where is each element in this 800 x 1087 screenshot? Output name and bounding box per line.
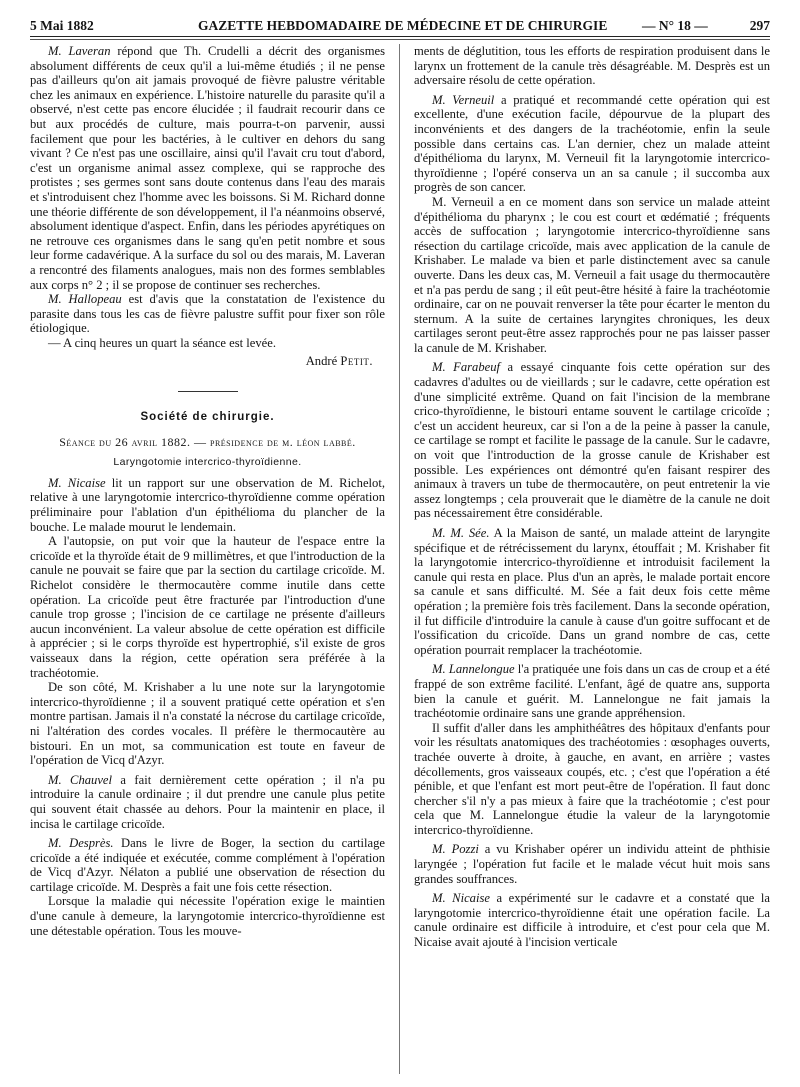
signature-last-name: Petit. <box>340 354 373 369</box>
paragraph <box>414 44 770 88</box>
paragraph-text: lit un rapport sur une observation de M. Richelot, relative à une laryngotomie intercrico-thyroïdienne comme opération préliminaire pour l'ablation d'un épithélioma du plancher de la bouche. Le malade mourut le lendemain. <box>30 475 385 534</box>
paragraph-text: a pratiqué et recommandé cette opération qui est excellente, d'une exécution facile, dépourvue de la plupart des inconvénients et des dangers de la trachéotomie, enfin la seule possible dans certains cas. L'an dernier, chez un malade atteint d'épithélioma du larynx, M. Verneuil fit la laryngotomie intercrico-thyroïdienne ; l'opéré conserva un an sa canule ; il succomba aux progrès de son cancer. <box>414 92 770 195</box>
paragraph-text: répond que Th. Crudelli a décrit des organismes absolument différents de ceux qu'il a lui-même étudiés ; il ne pense pas d'ailleurs qu'on ait jamais provoqué de fièvre palustre véritable chez les animaux en expérience. L'histoire naturelle du parasite qu'il a observé, n'est cette pas encore élucidée ; il faudrait recourir dans ce but aux procédés de culture, mais pourra-t-on parvenir, aussi facilement que pour les bactéries, à le cultiver en dehors du sang vivant ? Ce n'est pas une oscillaire, ainsi qu'il l'avait cru tout d'abord, c'est un organisme animal assez complexe, qui se rapproche des protistes ; ses germes sont sans doute contenus dans l'eau des marais et s'introduisent chez l'homme avec les boissons. Si M. Richard donne une théorie différente de son développement, il l'a néanmoins observé, absolument identique d'aspect. Enfin, dans les périodes apyrétiques on ne retrouve ces organismes dans le sang qu'en petit nombre et sous leur forme cadavérique. A la surface du sol ou des marais, M. Laveran a rencontré des filaments analogues, mais non des formes semblables aux corps n° 2 ; il se propose de continuer ses recherches. <box>30 44 385 292</box>
speaker-name: M. Laveran <box>48 44 111 58</box>
paragraph <box>30 476 385 534</box>
speaker-name: M. Nicaise <box>432 891 490 906</box>
column-separator <box>399 44 400 1074</box>
paragraph-text: ments de déglutition, tous les efforts de respiration produisent dans le larynx un frottement de la canule très désagréable. M. Desprès est un adversaire résolu de cette opération. <box>414 44 770 88</box>
speaker-name: M. Chauvel <box>48 772 113 787</box>
speaker-name: M. Farabeuf <box>432 360 501 375</box>
speaker-name: M. Desprès. <box>48 836 114 851</box>
section-topic: Laryngotomie intercrico-thyroïdienne. <box>113 456 302 469</box>
paragraph-text: A la Maison de santé, un malade atteint de laryngite spécifique et de rétrécissement du larynx, étouffait ; M. Krishaber fit la laryngotomie intercrico-thyroïdienne et introduisit facilement la canule qui resta en place. Plus d'un an après, le malade portait encore sa canule et sans difficulté. M. Sée a fait deux fois cette même opération ; la première fois très facilement. Dans la seconde opération, il fut difficile d'introduire la canule à cause d'un goitre suffocant et de l'ossification du cricoïde. Dans un grand nombre de cas, cette opération pourrait remplacer la trachéotomie. <box>414 526 770 657</box>
section-subtitle: Séance du 26 avril 1882. — présidence de m. léon labbé. <box>59 434 356 449</box>
paragraph <box>30 292 385 336</box>
paragraph <box>30 44 385 292</box>
paragraph <box>414 195 770 356</box>
header-rule-thin <box>30 39 770 40</box>
paragraph-text: A l'autopsie, on put voir que la hauteur de l'espace entre la cricoïde et la thyroïde était de 9 millimètres, et que l'introduction de la canule ne pouvait se faire que par la section du cartilage cricoïde. M. Richelot considère le thermocautère comme inutile dans cette opération. La cricoïde peut être fracturée par l'introduction d'une canule trop grosse ; l'incision de ce cartilage ne présente d'ailleurs aucun inconvénient. La valeur absolue de cette opération est difficile à apprécier ; si le corps thyroïde est hypertrophié, s'il existe de gros vaisseaux dans la région, cette opération sera préférée à la trachéotomie. <box>30 534 385 680</box>
paragraph <box>414 360 770 521</box>
signature-first-name: André <box>305 354 338 369</box>
section-title: Société de chirurgie. <box>140 411 275 424</box>
paragraph-text: a vu Krishaber opérer un individu atteint de phthisie laryngée ; l'opération fut facile et le malade vécut huit mois sans grandes souffrances. <box>414 842 770 886</box>
paragraph <box>30 836 385 894</box>
paragraph <box>30 894 385 938</box>
paragraph-text: Lorsque la maladie qui nécessite l'opération exige le maintien d'une canule à demeure, la laryngotomie intercrico-thyroïdienne est une détestable opération. Tous les mouve- <box>30 894 385 938</box>
paragraph <box>30 773 385 831</box>
paragraph <box>414 721 770 838</box>
speaker-name: M. Pozzi <box>432 842 479 857</box>
paragraph <box>414 93 770 195</box>
left-column <box>30 44 385 1076</box>
header-issue-number: — N° 18 — <box>642 18 708 33</box>
section-divider <box>178 391 238 392</box>
right-column <box>414 44 770 1076</box>
header-page-number: 297 <box>749 18 770 33</box>
paragraph-text: a expérimenté sur le cadavre et a constaté que la laryngotomie intercrico-thyroïdienne était une opération facile. La canule ordinaire est difficile à introduire, et c'est pour cela que M. Nicaise avait ajouté à l'incision verticale <box>414 891 770 950</box>
paragraph-text: Il suffit d'aller dans les amphithéâtres des hôpitaux d'enfants pour voir les résultats anatomiques des trachéotomies : œsophages ouverts, trachée ouverte à droite, à gauche, en avant, en arrière ; vastes décollements, gros vaisseaux coupés, etc. ; c'est que l'opération a été pénible, et que l'enfant est mort peut-être de l'opération. Il faut donc chercher s'il n'y a pas mieux à faire que la trachéotomie ; c'est pour cela que M. Lannelongue étudie la valeur de la laryngotomie intercrico-thyroïdienne. <box>414 720 770 837</box>
paragraph <box>414 662 770 720</box>
paragraph-text: M. Verneuil a en ce moment dans son service un malade atteint d'épithélioma du pharynx ; le cou est court et œdématié ; fréquents accès de suffocation ; laryngotomie intercrico-thyroïdienne sans résection du cartilage cricoïde, mais avec application de la canule de Krishaber. Le malade va bien et parle distinctement avec sa canule ouverte. Dans les deux cas, M. Verneuil a fait usage du thermocautère et n'a pas perdu de sang ; il eût peut-être hésité à faire la trachéotomie ordinaire, car on ne pouvait renverser la tête pour écarter le menton du sternum. A la suite de certaines laryngites chroniques, les deux cartilages seront peut-être assez rapprochés pour ne pas laisser passer la canule de M. Krishaber. <box>414 194 770 355</box>
running-header <box>30 14 770 36</box>
header-journal-title: GAZETTE HEBDOMADAIRE DE MÉDECINE ET DE CHIRURGIE <box>198 18 608 33</box>
speaker-name: M. M. Sée. <box>432 526 490 540</box>
paragraph <box>30 336 385 351</box>
paragraph-text: est d'avis que la constatation de l'existence du parasite dans tous les cas de fièvre palustre suffit pour fixer son rôle étiologique. <box>30 292 385 336</box>
paragraph-text: l'a pratiquée une fois dans un cas de croup et a été frappé de son extrême facilité. L'enfant, âgé de quatre ans, supporta bien la canule et guérit. M. Lannelongue ne fait jamais la trachéotomie ordinaire sans une grande appréhension. <box>414 662 770 721</box>
paragraph-text: a fait dernièrement cette opération ; il n'a pu introduire la canule ordinaire ; il dut prendre une canule plus petite qui souvent était chassée au dehors. Pour la maintenir en place, il incisa le cartilage cricoïde. <box>30 772 385 831</box>
paragraph <box>414 842 770 886</box>
paragraph-text: Dans le livre de Boger, la section du cartilage cricoïde a été indiquée et exécutée, comme complément à l'opération de Vicq d'Azyr. Nélaton a publié une observation de résection du cartilage cricoïde. M. Desprès a fait une fois cette résection. <box>30 836 385 894</box>
paragraph-text: De son côté, M. Krishaber a lu une note sur la laryngotomie intercrico-thyroïdienne ; il a souvent pratiqué cette opération et s'en montre partisan. Jamais il n'a constaté la nécrose du cartilage cricoïde, ni l'altération des cordes vocales. Il préfère le thermocautère au bistouri. En un mot, sa communication est toute en faveur de l'opération de Vicq d'Azyr. <box>30 680 385 768</box>
paragraph <box>414 891 770 949</box>
paragraph <box>414 526 770 657</box>
paragraph-text: — A cinq heures un quart la séance est levée. <box>48 335 277 350</box>
speaker-name: M. Lannelongue <box>432 662 515 677</box>
author-signature <box>30 354 373 369</box>
speaker-name: M. Hallopeau <box>48 292 122 307</box>
header-rule <box>30 36 770 37</box>
speaker-name: M. Nicaise <box>48 475 106 490</box>
paragraph-text: a essayé cinquante fois cette opération sur des cadavres d'adultes ou de vieillards ; sur le cadavre, cette opération est d'une simplicité extrême. Quand on fait l'incision de la membrane crico-thyroïdienne, le bistouri entame souvent le cartilage cricoïde ; c'est un accident heureux, car si l'on a de la peine à passer la canule, ce cartilage se rompt et facilite le passage de la canule. Sur le cadavre, on voit que l'introduction de la grosse canule de Krishaber est possible. Les expériences ont démontré qu'en faisant respirer des animaux à travers un tube de thermocautère, on peut entretenir la vie assez longtemps ; cela prouverait que le diamètre de la canule ne doit pas nécessairement être considérable. <box>414 360 770 521</box>
paragraph <box>30 680 385 768</box>
header-date: 5 Mai 1882 <box>30 18 94 33</box>
speaker-name: M. Verneuil <box>432 92 495 107</box>
paragraph <box>30 534 385 680</box>
